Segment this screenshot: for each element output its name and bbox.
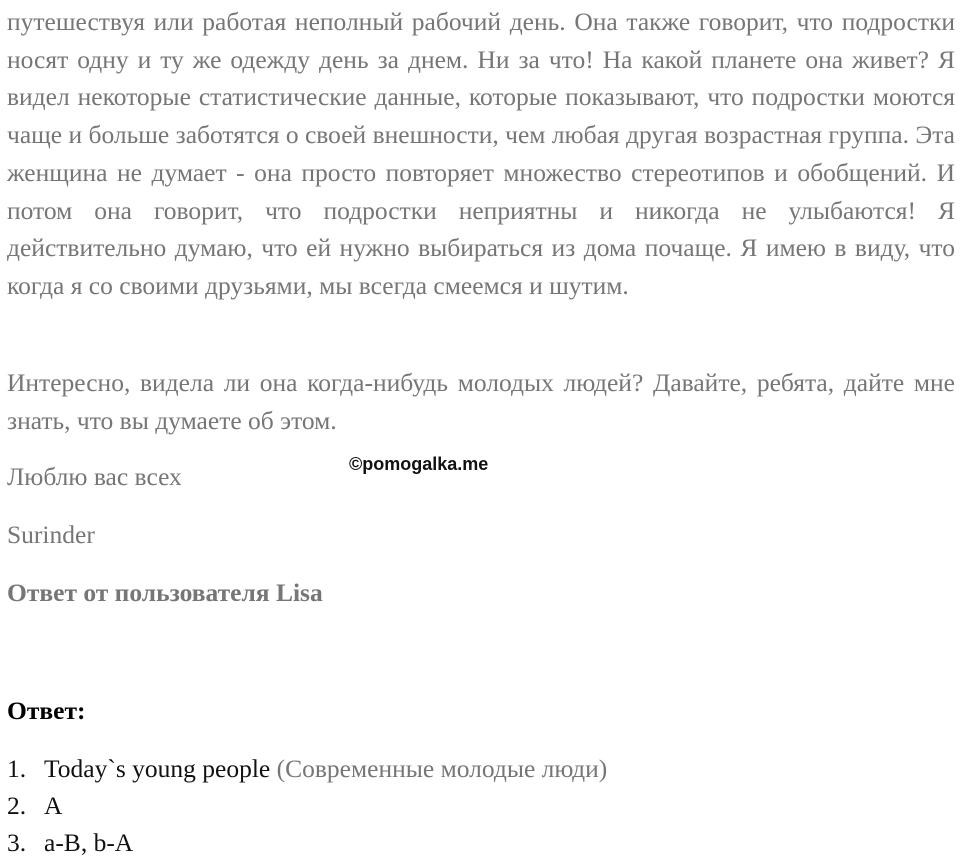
answer-text: a-B, b-A — [44, 828, 134, 857]
answer-text: A — [44, 791, 63, 820]
answer-list — [7, 752, 947, 863]
answer-heading: Ответ: — [7, 696, 86, 725]
watermark: ©pomogalka.me — [349, 454, 489, 474]
answer-item — [7, 789, 947, 826]
answer-translation: (Современные молодые люди) — [270, 754, 608, 783]
answer-item — [7, 826, 947, 863]
answer-number: 3. — [7, 828, 27, 857]
answer-number: 1. — [7, 754, 27, 783]
answer-text: Today`s young people — [44, 754, 271, 783]
letter-author: Surinder — [7, 520, 95, 549]
reply-heading: Ответ от пользователя Lisa — [7, 578, 323, 607]
answer-item — [7, 752, 947, 789]
letter-paragraph: путешествуя или работая неполный рабочий день. Она также говорит, что подростки носят одну и ту же одежду день за днем. Ни за что! На какой планете она живет? Я видел некоторые статистические данные, которые показывают, что подростки моются чаще и больше заботятся о своей внешности, чем любая другая возрастная группа. Эта женщина не думает - она просто повторяет множество стереотипов и обобщений. И потом она говорит, что подростки неприятны и никогда не улыбаются! Я действительно думаю, что ей нужно выбираться из дома почаще. Я имею в виду, что когда я со своими друзьями, мы всегда смеемся и шутим. — [7, 7, 955, 300]
answer-number: 2. — [7, 791, 27, 820]
letter-sign-off: Люблю вас всех — [7, 462, 182, 491]
letter-paragraph: Интересно, видела ли она когда-нибудь молодых людей? Давайте, ребята, дайте мне знать, что вы думаете об этом. — [7, 368, 955, 435]
